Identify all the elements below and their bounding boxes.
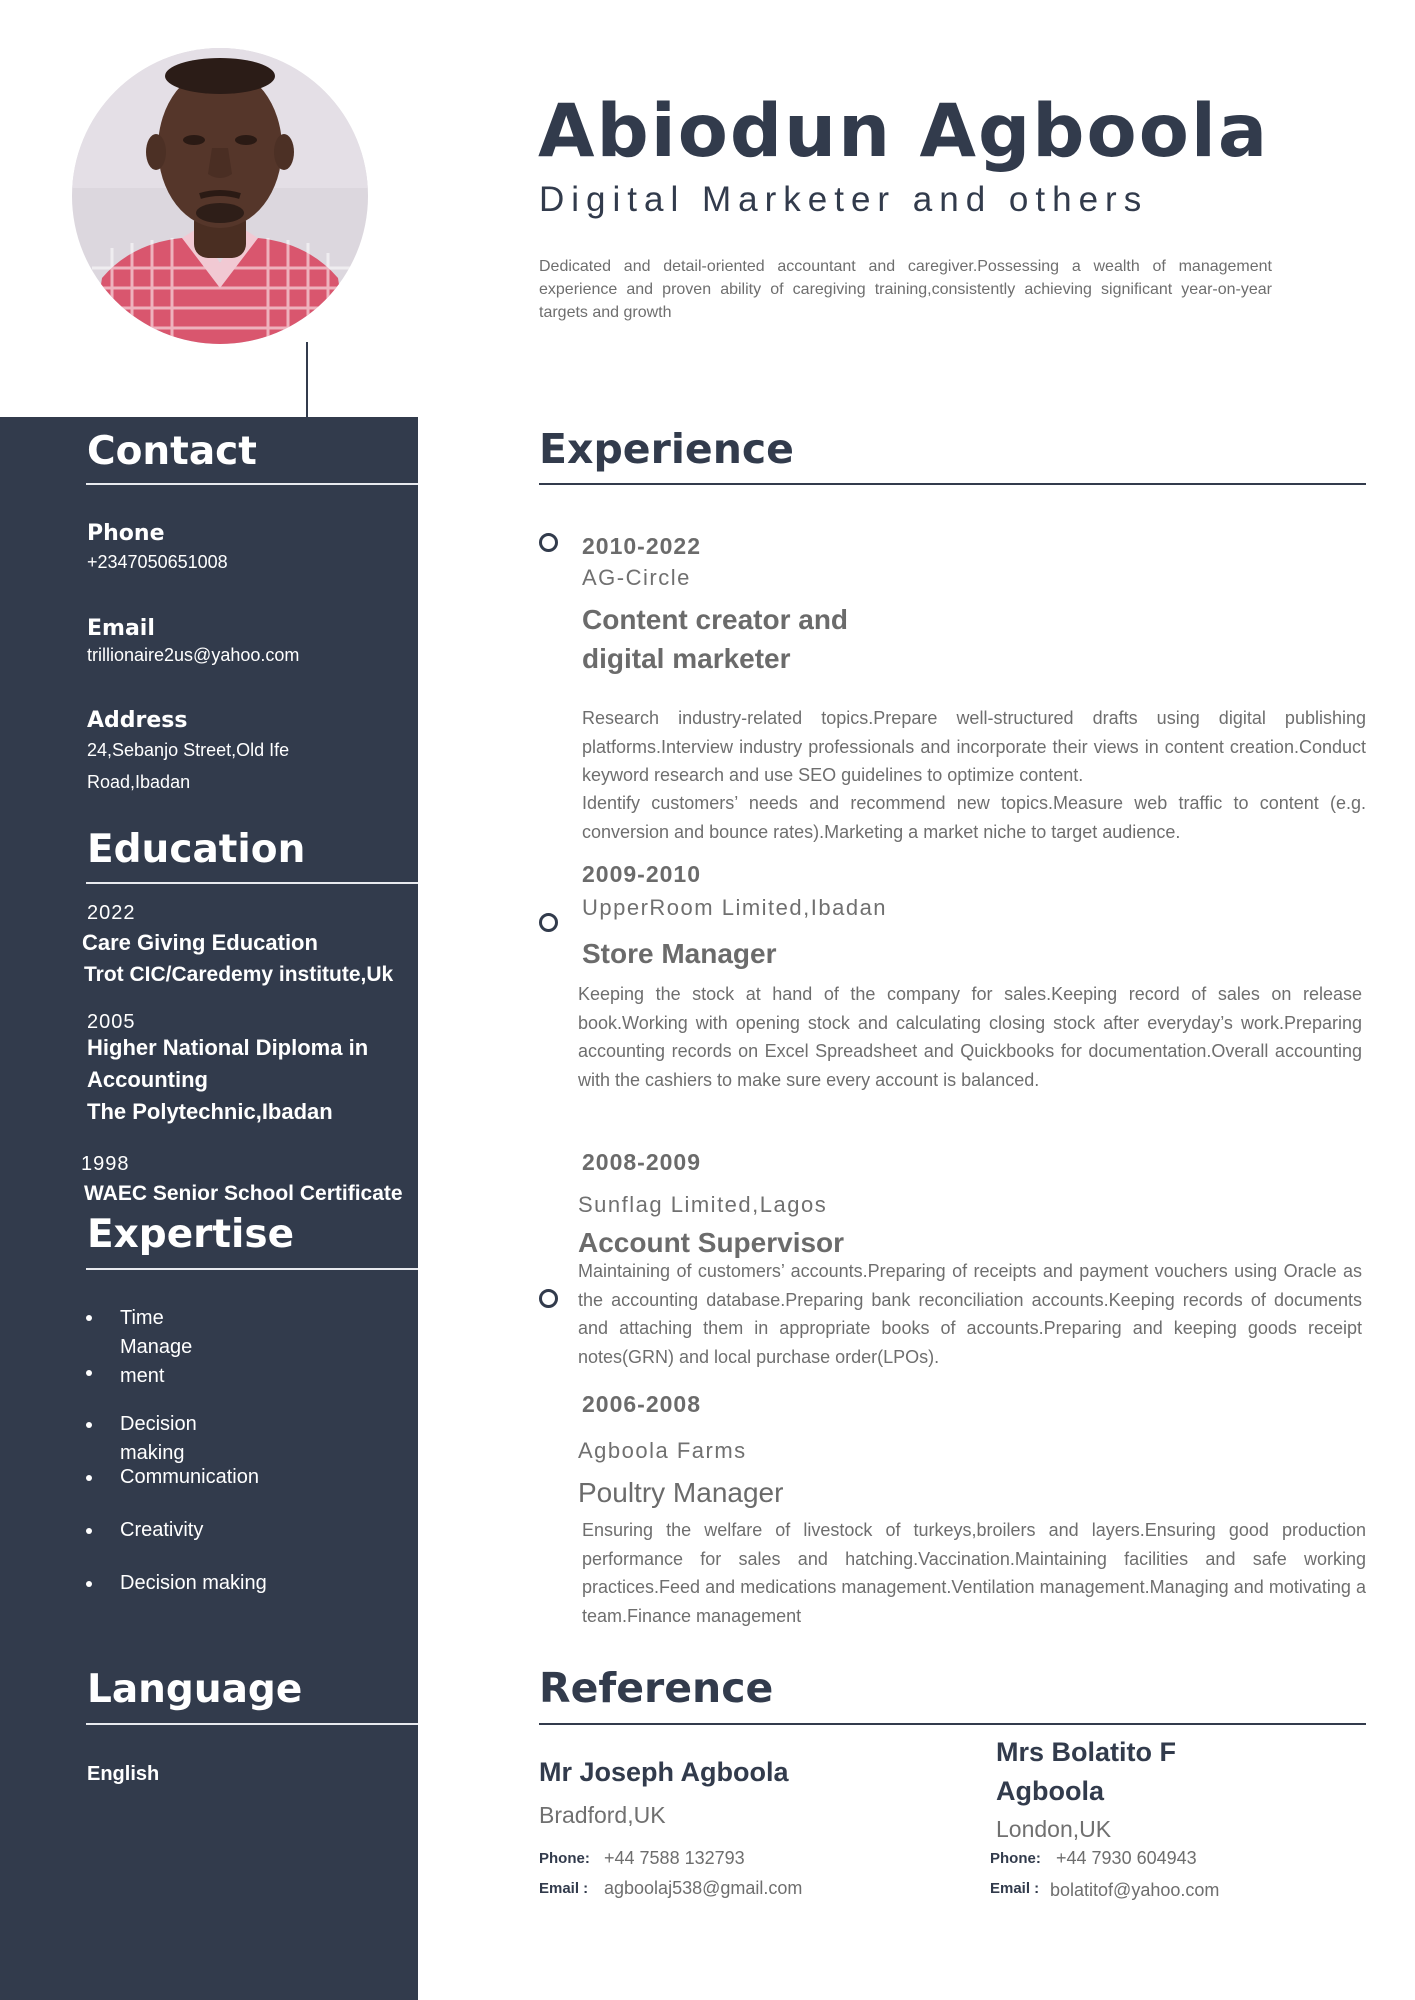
timeline-marker-icon (539, 533, 558, 552)
reference-phone: +44 7930 604943 (1056, 1848, 1197, 1868)
profile-photo (72, 48, 368, 344)
skill-item: Communication (120, 1466, 259, 1488)
reference-city: Bradford,UK (539, 1802, 666, 1828)
bullet-icon (86, 1315, 92, 1321)
experience-years: 2010-2022 (582, 533, 701, 559)
reference-email: agboolaj538@gmail.com (604, 1878, 803, 1898)
address-line-2: Road,Ibadan (87, 772, 191, 792)
reference-city: London,UK (996, 1816, 1112, 1842)
timeline-marker-icon (539, 913, 558, 932)
email-value: trillionaire2us@yahoo.com (87, 645, 300, 665)
timeline-marker-icon (539, 1289, 558, 1308)
bullet-icon (86, 1528, 92, 1534)
reference-phone-label: Phone: (539, 1850, 590, 1867)
education-year: 2005 (87, 1011, 136, 1033)
education-degree: Care Giving Education (82, 930, 318, 955)
address-line-1: 24,Sebanjo Street,Old Ife (87, 740, 290, 760)
experience-title: Content creator and digital marketer (582, 604, 849, 674)
reference-name: Mrs Bolatito F Agboola (996, 1737, 1176, 1806)
reference-heading: Reference (539, 1664, 774, 1712)
skill-item: Creativity (120, 1519, 204, 1541)
bullet-icon (86, 1581, 92, 1587)
language-heading: Language (87, 1667, 303, 1712)
contact-divider (86, 483, 418, 485)
address-label: Address (87, 708, 188, 733)
phone-label: Phone (87, 521, 165, 546)
reference-divider (539, 1723, 1366, 1725)
reference-email-label: Email : (990, 1880, 1040, 1897)
education-degree: WAEC Senior School Certificate (84, 1182, 403, 1205)
reference-phone-label: Phone: (990, 1850, 1041, 1867)
profile-summary: Dedicated and detail-oriented accountant and caregiver.Possessing a wealth of management experience and proven ability of caregiving training,consistently achieving significant year-on-year targets and growth (539, 258, 1272, 321)
expertise-heading: Expertise (87, 1212, 295, 1257)
reference-email: bolatitof@yahoo.com (1050, 1880, 1220, 1900)
contact-heading: Contact (87, 429, 257, 474)
photo-connector-line (306, 342, 308, 420)
education-year: 2022 (87, 902, 136, 924)
experience-description-cont: Identify customers’ needs and recommend new topics.Measure web traffic to content (e.g. conversion and bounce rates).Marketing a market niche to target audience. (582, 793, 1366, 842)
skill-item: Decision making (120, 1413, 197, 1464)
experience-heading: Experience (539, 425, 794, 473)
experience-description: Research industry-related topics.Prepare well-structured drafts using digital publishing platforms.Interview industry professionals and incorporate their views in content creation.Conduct keyword research and use SEO guidelines to optimize content. (582, 708, 1366, 785)
bullet-icon (86, 1475, 92, 1481)
education-degree: Higher National Diploma in (87, 1035, 369, 1060)
education-heading: Education (87, 827, 306, 872)
language-item: English (87, 1763, 160, 1785)
candidate-name: Abiodun Agboola (538, 89, 1270, 174)
reference-email-label: Email : (539, 1880, 589, 1897)
experience-description: Maintaining of customers’ accounts.Preparing of receipts and payment vouchers using Oracle as the accounting database.Preparing bank reconciliation accounts.Keeping records of documents and attaching them in appropriate books of accounts.Preparing and keeping goods receipt notes(GRN) and local purchase order(LPOs). (578, 1261, 1362, 1367)
experience-description: Keeping the stock at hand of the company for sales.Keeping record of sales on release book.Working with opening stock and calculating closing stock after everyday’s work.Preparing accounting records on Excel Spreadsheet and Quickbooks for documentation.Overall accounting with the cashiers to make sure every account is balanced. (578, 984, 1362, 1090)
education-degree-cont: Accounting (87, 1067, 208, 1092)
reference-phone: +44 7588 132793 (604, 1848, 745, 1868)
experience-description: Ensuring the welfare of livestock of turkeys,broilers and layers.Ensuring good production performance for sales and hatching.Vaccination.Maintaining facilities and safe working practices.Feed and medications management.Ventilation management.Managing and motivating a team.Finance management (582, 1520, 1366, 1626)
skill-item: Decision making (120, 1572, 267, 1594)
experience-company: Agboola Farms (578, 1438, 747, 1463)
experience-title: Poultry Manager (578, 1477, 784, 1508)
experience-company: UpperRoom Limited,Ibadan (582, 895, 888, 920)
skill-item: Time Manage ment (120, 1307, 193, 1387)
education-school: The Polytechnic,Ibadan (87, 1099, 333, 1124)
experience-title: Account Supervisor (578, 1227, 845, 1258)
education-school: Trot CIC/Caredemy institute,Uk (84, 963, 394, 986)
experience-title: Store Manager (582, 938, 777, 969)
reference-name: Mr Joseph Agboola (539, 1757, 789, 1787)
email-label: Email (87, 616, 155, 641)
bullet-icon (86, 1422, 92, 1428)
education-year: 1998 (81, 1153, 130, 1175)
experience-divider (539, 483, 1366, 485)
language-divider (86, 1723, 418, 1725)
candidate-role: Digital Marketer and others (539, 180, 1149, 219)
experience-years: 2006-2008 (582, 1391, 701, 1417)
experience-years: 2008-2009 (582, 1149, 701, 1175)
bullet-icon (86, 1370, 92, 1376)
experience-company: AG-Circle (582, 565, 691, 590)
expertise-divider (86, 1268, 418, 1270)
phone-value: +2347050651008 (87, 552, 228, 572)
education-divider (86, 882, 418, 884)
experience-company: Sunflag Limited,Lagos (578, 1192, 828, 1217)
experience-years: 2009-2010 (582, 861, 701, 887)
